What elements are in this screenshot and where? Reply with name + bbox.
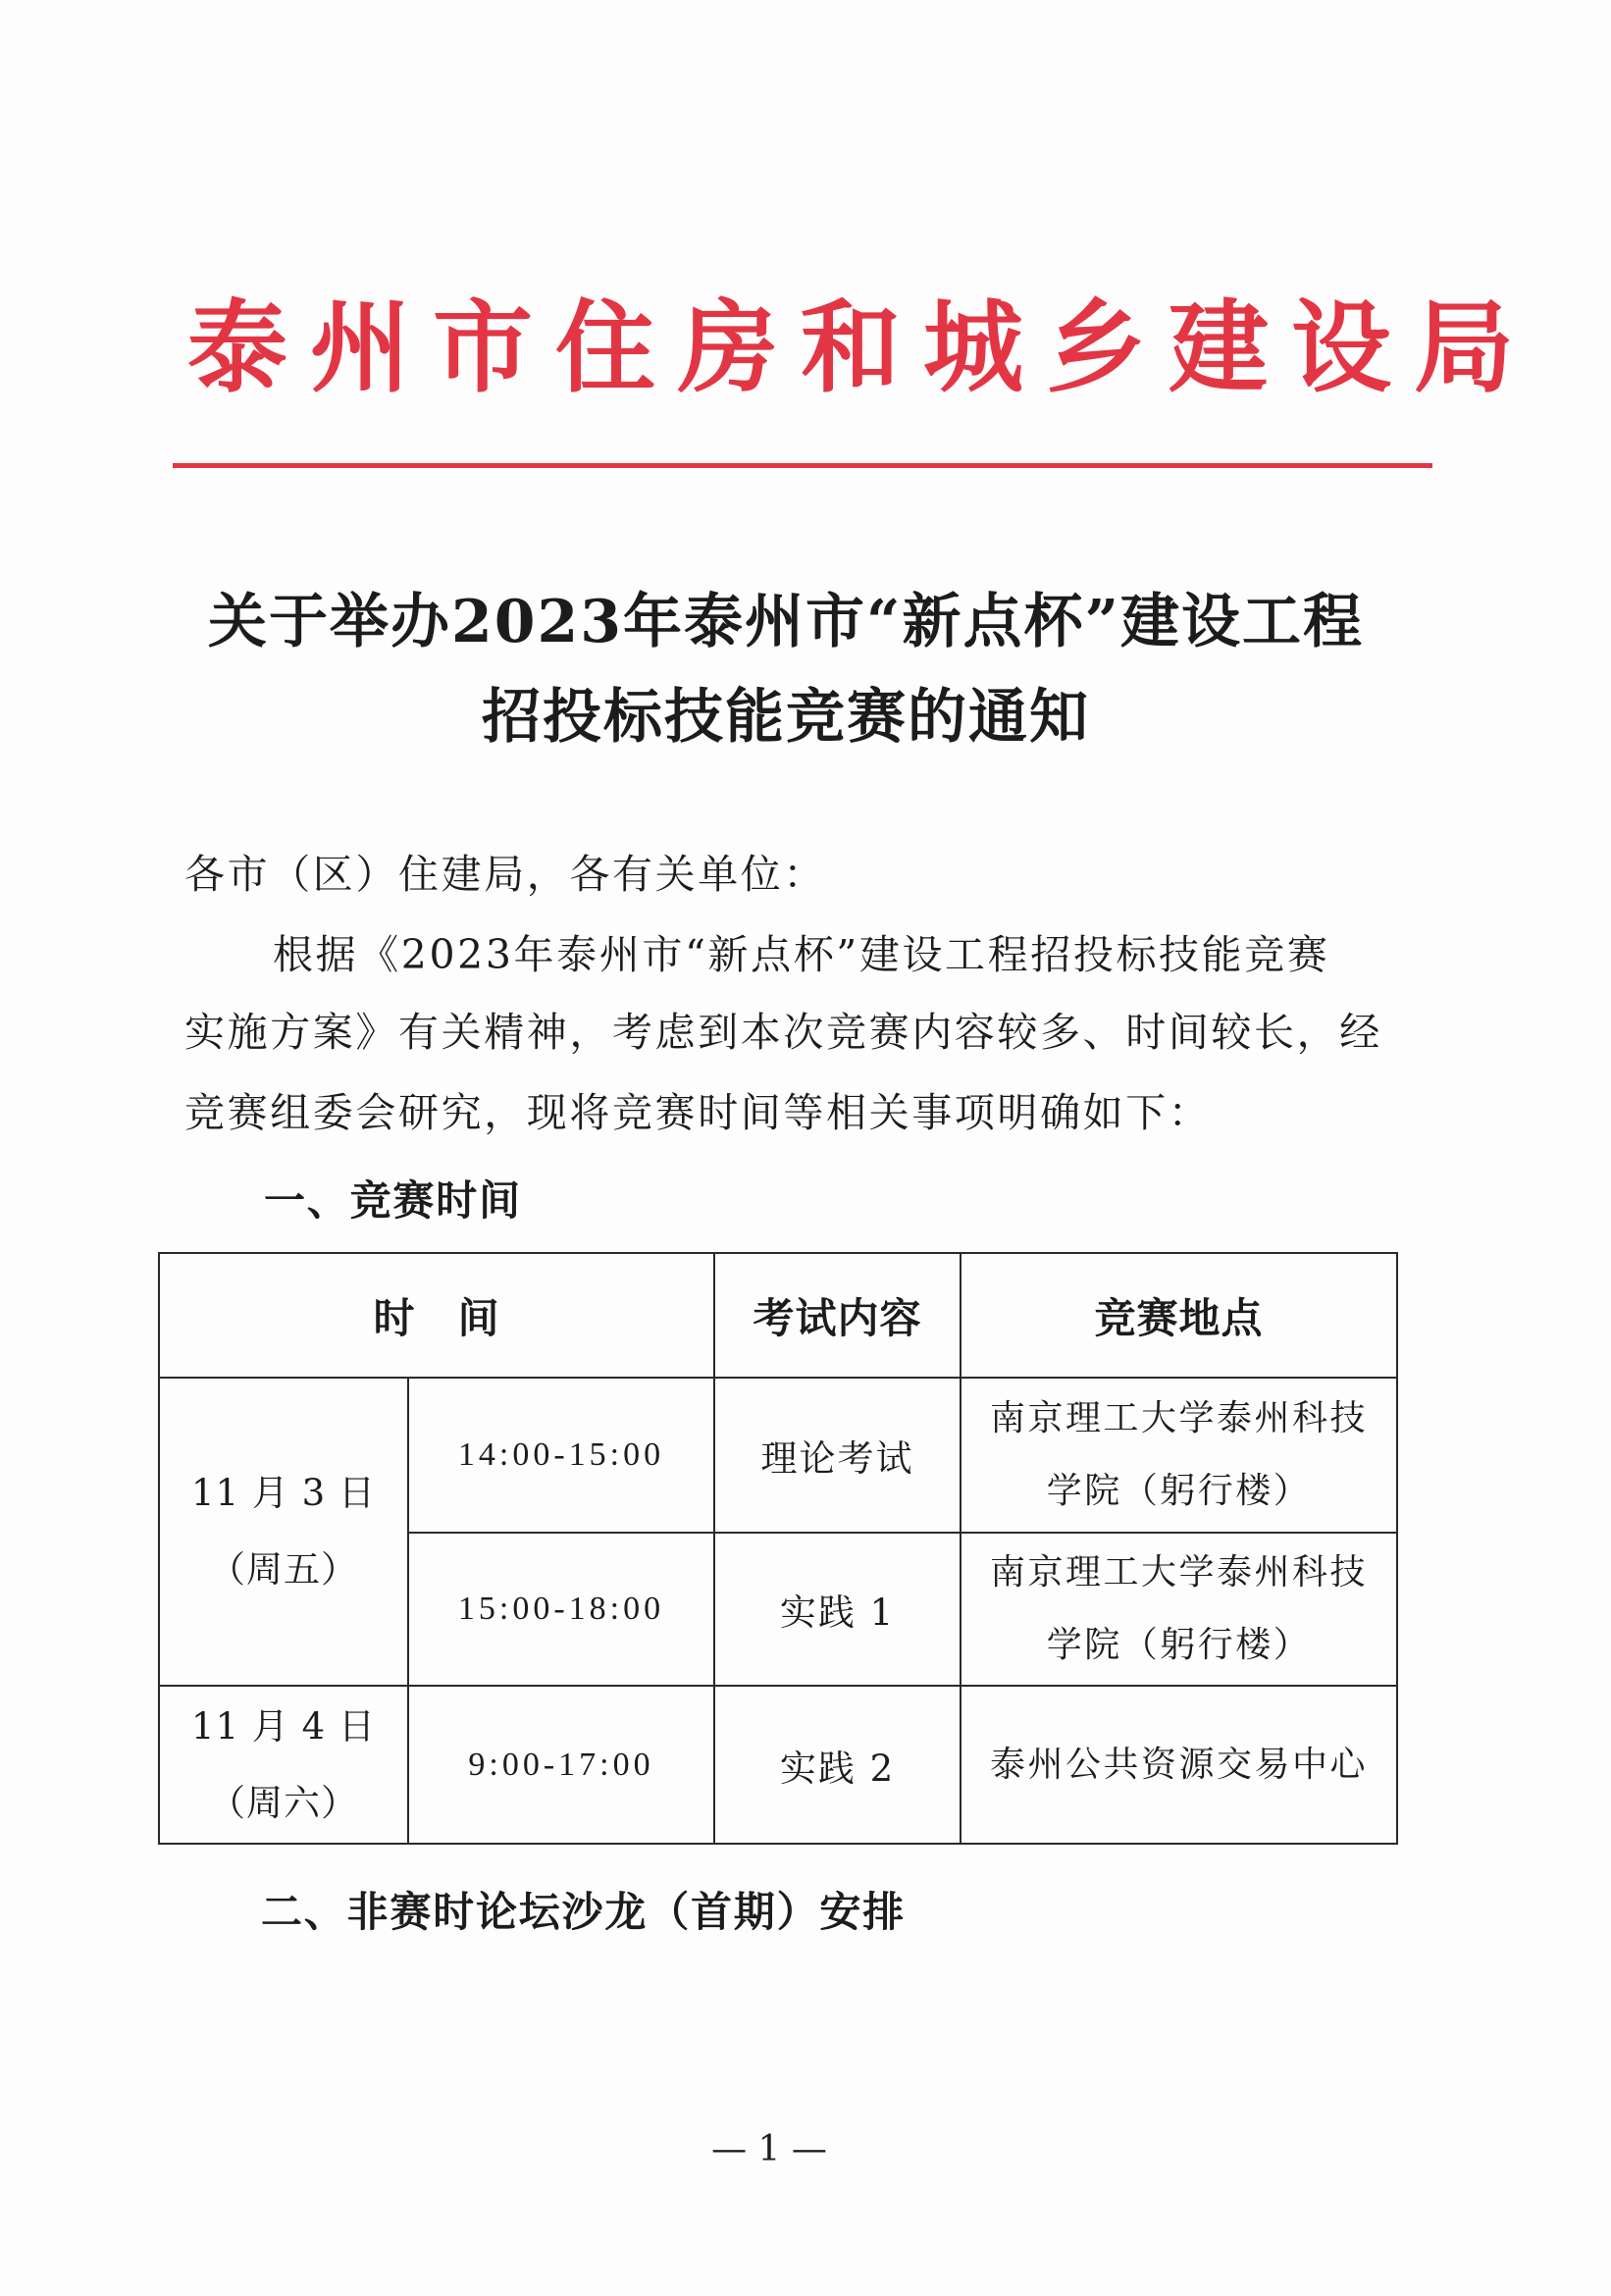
table-row	[159, 1378, 1397, 1533]
location-cell	[961, 1378, 1397, 1533]
weekday-text: （周五）	[209, 1548, 358, 1591]
salutation: 各市（区）住建局，各有关单位：	[184, 851, 826, 898]
header-time: 时 间	[159, 1253, 714, 1378]
location-line: 南京理工大学泰州科技	[990, 1398, 1369, 1438]
date-text: 11 月 4 日	[191, 1704, 376, 1748]
location-line: 南京理工大学泰州科技	[990, 1552, 1369, 1592]
location-cell	[961, 1533, 1397, 1686]
content-cell: 实践 2	[714, 1686, 961, 1844]
table-row	[159, 1686, 1397, 1844]
location-cell	[961, 1686, 1397, 1844]
time-cell: 15:00-18:00	[408, 1533, 714, 1686]
location-line: 学院（躬行楼）	[1046, 1625, 1312, 1665]
letterhead-red-rule	[173, 463, 1432, 468]
notice-title	[0, 575, 1572, 765]
notice-title-line: 招投标技能竞赛的通知	[482, 683, 1090, 752]
date-cell	[159, 1686, 408, 1844]
section-heading-forum-salon: 二、非赛时论坛沙龙（首期）安排	[261, 1888, 907, 1936]
schedule-table	[158, 1252, 1398, 1845]
date-text: 11 月 3 日	[191, 1472, 376, 1514]
content-cell: 实践 1	[714, 1533, 961, 1686]
header-location: 竞赛地点	[961, 1253, 1397, 1378]
header-content: 考试内容	[714, 1253, 961, 1378]
location-line: 学院（躬行楼）	[1046, 1471, 1312, 1511]
page-number: — 1 —	[711, 2129, 827, 2169]
letterhead-title: 泰州市住房和城乡建设局	[187, 289, 1536, 407]
time-cell: 9:00-17:00	[408, 1686, 714, 1844]
paragraph-line: 竞赛组委会研究，现将竞赛时间等相关事项明确如下：	[184, 1089, 1212, 1136]
paragraph-line: 根据《2023年泰州市“新点杯”建设工程招投标技能竞赛	[273, 931, 1330, 978]
weekday-text: （周六）	[209, 1781, 358, 1824]
table-header-row	[159, 1253, 1397, 1378]
time-cell: 14:00-15:00	[408, 1378, 714, 1533]
section-heading-competition-time: 一、竞赛时间	[264, 1176, 522, 1225]
paragraph-line: 实施方案》有关精神，考虑到本次竞赛内容较多、时间较长，经	[184, 1009, 1382, 1056]
date-cell	[159, 1378, 408, 1686]
content-cell: 理论考试	[714, 1378, 961, 1533]
notice-title-line: 关于举办2023年泰州市“新点杯”建设工程	[207, 588, 1364, 656]
location-line: 泰州公共资源交易中心	[990, 1744, 1369, 1785]
